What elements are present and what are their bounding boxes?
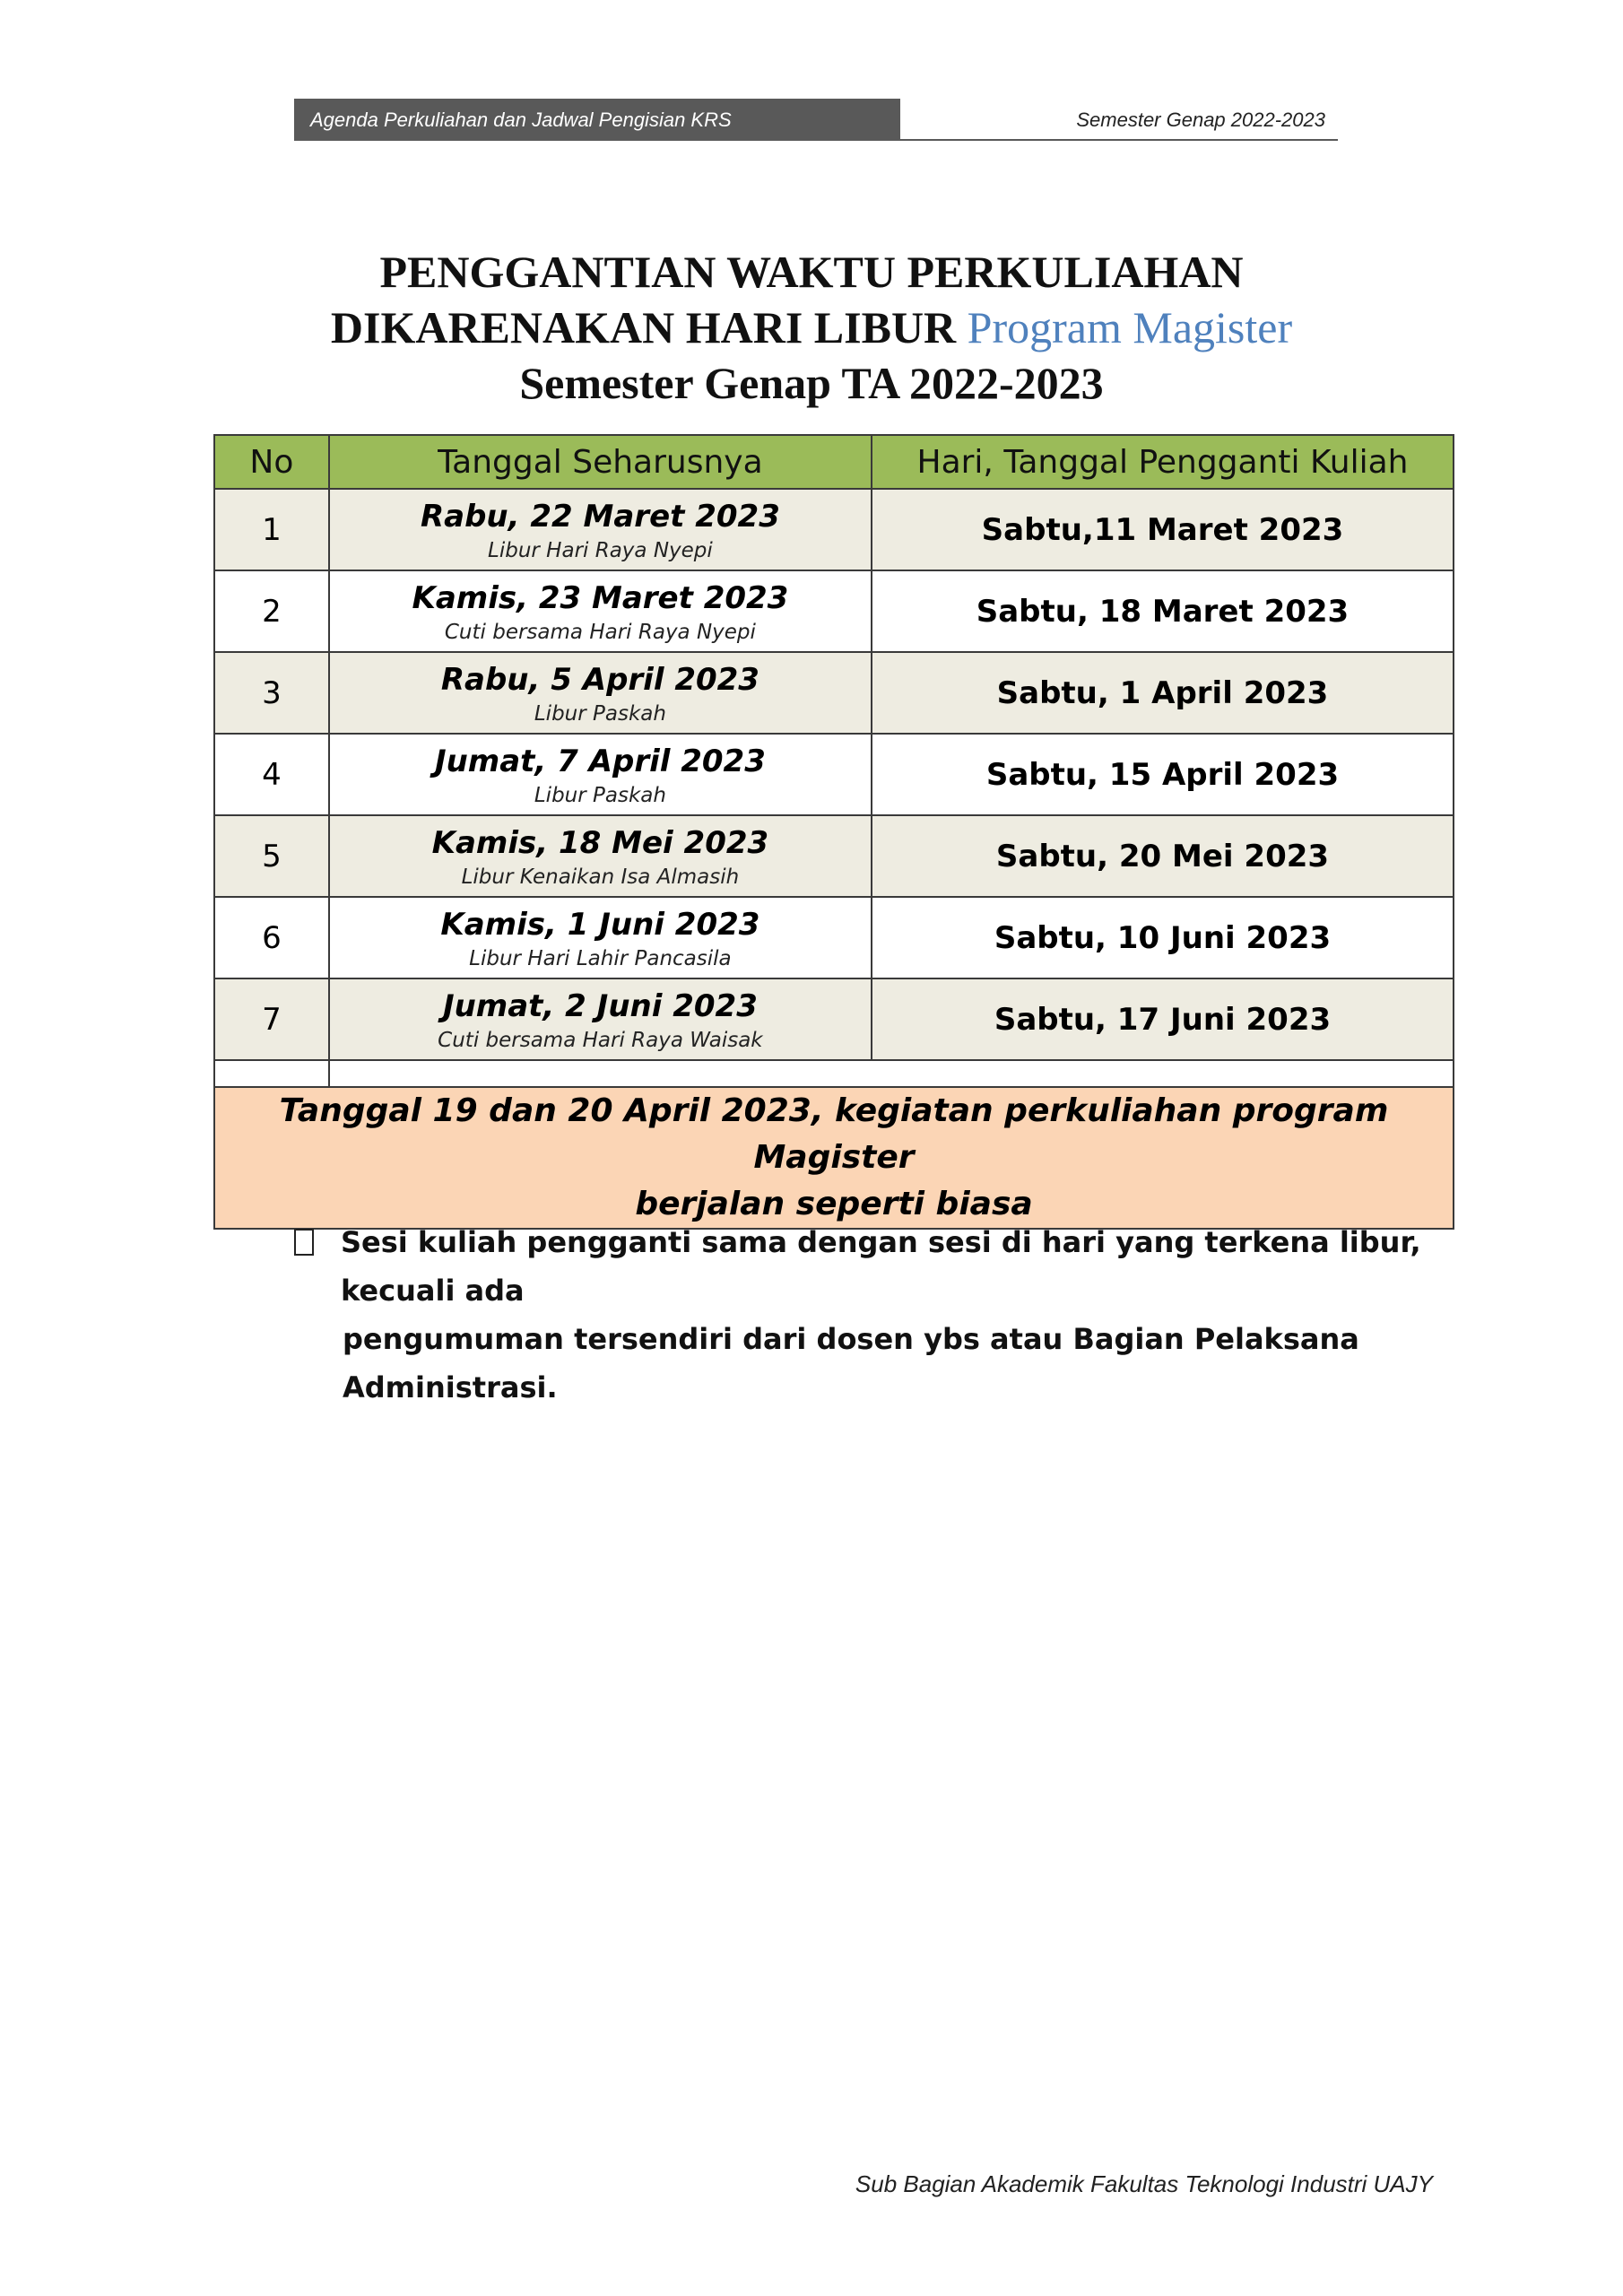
holiday-reason: Libur Paskah <box>534 701 666 726</box>
replacement-date: Sabtu, 17 Juni 2023 <box>872 978 1454 1060</box>
original-date-cell <box>329 489 872 570</box>
title-line-1: PENGGANTIAN WAKTU PERKULIAHAN <box>379 247 1244 297</box>
title-line-2-accent: Program Magister <box>967 302 1293 352</box>
title-line-2 <box>161 300 1462 355</box>
original-date-cell <box>329 815 872 897</box>
holiday-reason: Libur Hari Lahir Pancasila <box>469 946 732 970</box>
note-line-1: Tanggal 19 dan 20 April 2023, kegiatan perkuliahan program Magister <box>279 1092 1389 1176</box>
replacement-date: Sabtu, 20 Mei 2023 <box>872 815 1454 897</box>
original-date: Jumat, 7 April 2023 <box>434 743 766 779</box>
original-date: Jumat, 2 Juni 2023 <box>442 987 758 1024</box>
table-row <box>214 652 1454 734</box>
bullet-note-line-2: pengumuman tersendiri dari dosen ybs atau Bagian Pelaksana Administrasi. <box>343 1322 1359 1405</box>
holiday-reason: Libur Hari Raya Nyepi <box>488 538 713 562</box>
holiday-reason: Cuti bersama Hari Raya Nyepi <box>444 620 756 644</box>
note-row <box>214 1087 1454 1229</box>
blank-cell <box>214 1060 329 1087</box>
holiday-reason: Libur Paskah <box>534 783 666 807</box>
replacement-date: Sabtu,11 Maret 2023 <box>872 489 1454 570</box>
original-date-cell <box>329 897 872 978</box>
note-cell <box>214 1087 1454 1229</box>
blank-cell <box>329 1060 1454 1087</box>
original-date-cell <box>329 570 872 652</box>
note-line-2: berjalan seperti biasa <box>635 1186 1033 1222</box>
row-number: 1 <box>214 489 329 570</box>
blank-row <box>214 1060 1454 1087</box>
page-footer: Sub Bagian Akademik Fakultas Teknologi Industri UAJY <box>855 2170 1433 2197</box>
holiday-reason: Cuti bersama Hari Raya Waisak <box>438 1028 763 1052</box>
row-number: 3 <box>214 652 329 734</box>
replacement-date: Sabtu, 1 April 2023 <box>872 652 1454 734</box>
table-row <box>214 897 1454 978</box>
replacement-date: Sabtu, 15 April 2023 <box>872 734 1454 815</box>
row-number: 5 <box>214 815 329 897</box>
table-row <box>214 978 1454 1060</box>
row-number: 6 <box>214 897 329 978</box>
title-line-2-main: DIKARENAKAN HARI LIBUR <box>330 302 957 352</box>
title-line-3: Semester Genap TA 2022-2023 <box>519 358 1104 408</box>
bullet-note-line-1: Sesi kuliah pengganti sama dengan sesi di hari yang terkena libur, kecuali ada <box>341 1225 1421 1308</box>
original-date: Rabu, 5 April 2023 <box>440 661 759 698</box>
replacement-date: Sabtu, 10 Juni 2023 <box>872 897 1454 978</box>
original-date: Kamis, 23 Maret 2023 <box>412 579 789 616</box>
row-number: 4 <box>214 734 329 815</box>
running-header-left: Agenda Perkuliahan dan Jadwal Pengisian KRS <box>294 99 900 141</box>
table-row <box>214 570 1454 652</box>
original-date: Rabu, 22 Maret 2023 <box>420 498 780 535</box>
table-row <box>214 815 1454 897</box>
header-replacement-date: Hari, Tanggal Pengganti Kuliah <box>872 435 1454 489</box>
original-date-cell <box>329 652 872 734</box>
schedule-table <box>213 434 1454 1230</box>
original-date-cell <box>329 978 872 1060</box>
replacement-date: Sabtu, 18 Maret 2023 <box>872 570 1454 652</box>
original-date: Kamis, 1 Juni 2023 <box>440 906 760 943</box>
original-date-cell <box>329 734 872 815</box>
holiday-reason: Libur Kenaikan Isa Almasih <box>461 865 740 889</box>
original-date: Kamis, 18 Mei 2023 <box>431 824 769 861</box>
header-no: No <box>214 435 329 489</box>
table-header-row <box>214 435 1454 489</box>
table-row <box>214 734 1454 815</box>
row-number: 2 <box>214 570 329 652</box>
bullet-note <box>341 1218 1444 1412</box>
page-title <box>161 244 1462 411</box>
bullet-box-icon <box>294 1229 314 1256</box>
header-original-date: Tanggal Seharusnya <box>329 435 872 489</box>
running-header-right: Semester Genap 2022-2023 <box>900 99 1338 141</box>
table-row <box>214 489 1454 570</box>
row-number: 7 <box>214 978 329 1060</box>
